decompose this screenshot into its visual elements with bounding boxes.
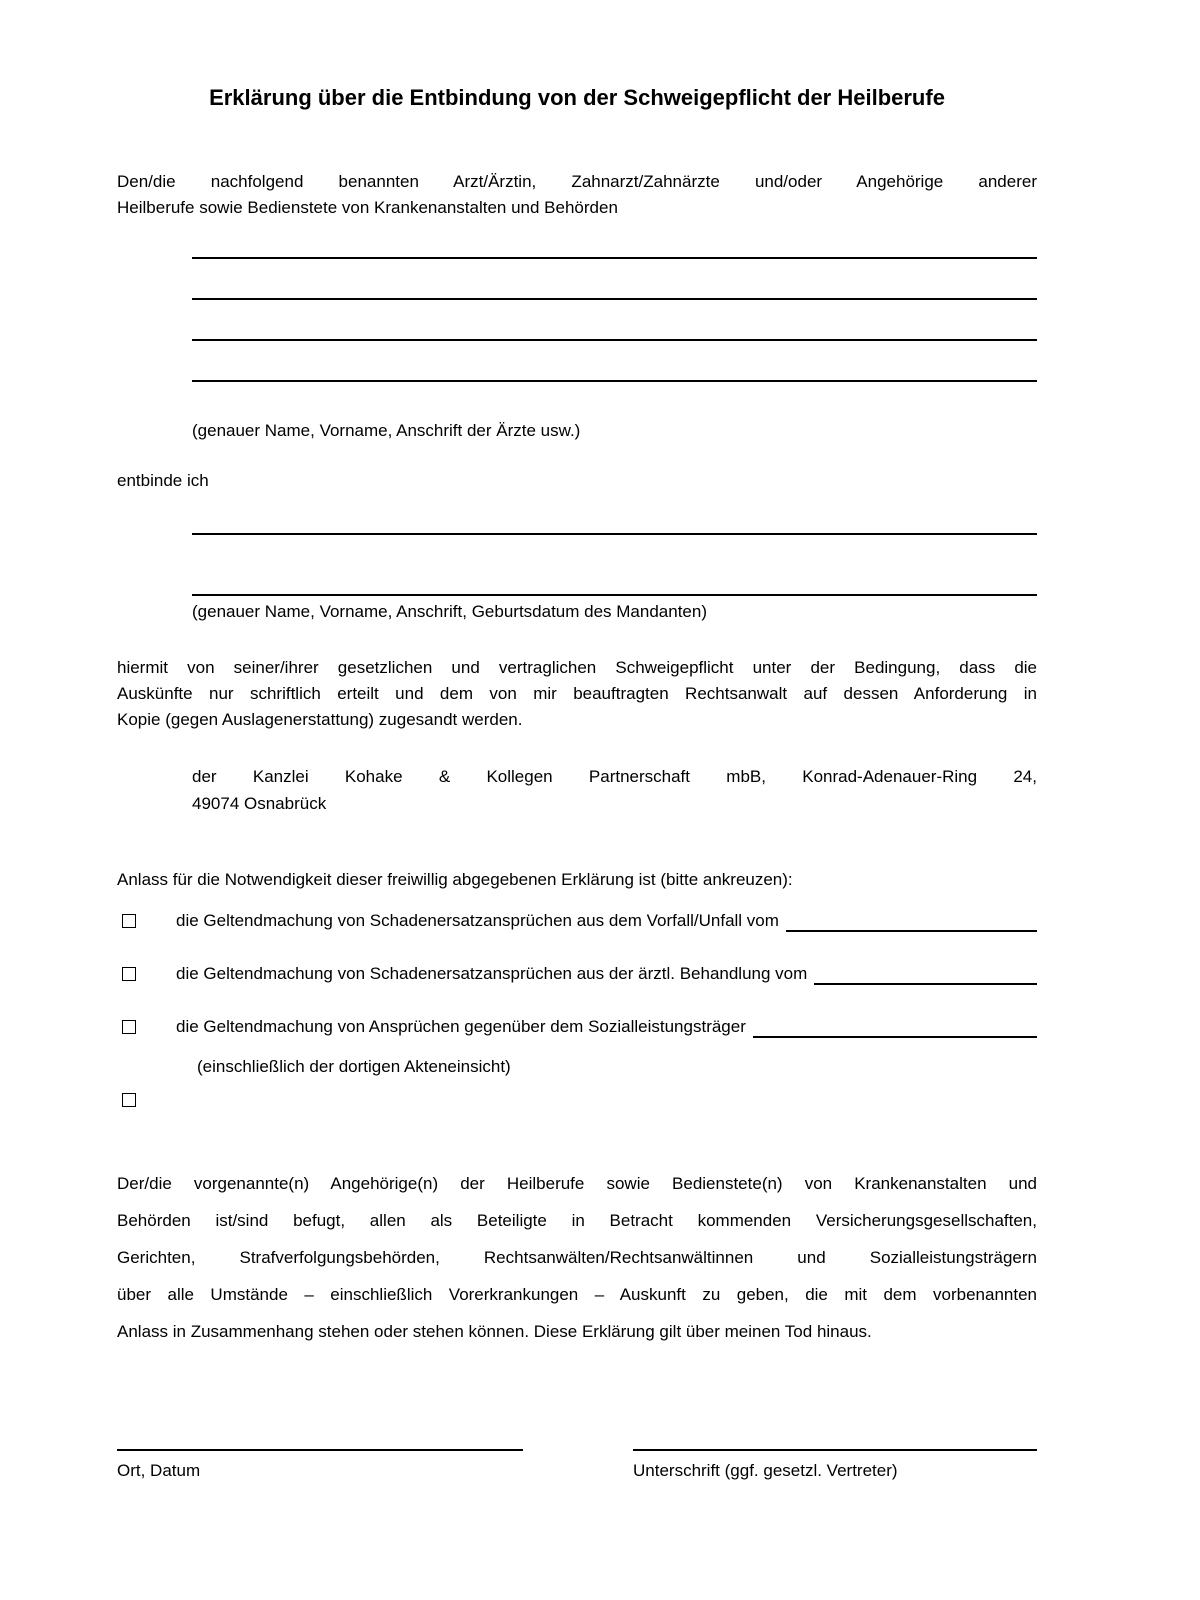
- intro-paragraph: [117, 169, 1037, 221]
- checkbox-row: [117, 910, 1037, 932]
- condition-paragraph: [117, 655, 1037, 733]
- checkbox[interactable]: [122, 914, 136, 928]
- signature-block-date: [117, 1412, 523, 1482]
- text-line: der Kanzlei Kohake & Kollegen Partnerschaft mbB, Konrad-Adenauer-Ring 24,: [192, 767, 1037, 786]
- signature-label-signature: Unterschrift (ggf. gesetzl. Vertreter): [633, 1461, 898, 1480]
- fill-line[interactable]: [192, 535, 1037, 596]
- reason-heading: Anlass für die Notwendigkeit dieser freiwillig abgegebenen Erklärung ist (bitte ankreuzen):: [117, 870, 793, 889]
- text-line: Den/die nachfolgend benannten Arzt/Ärztin, Zahnarzt/Zahnärzte und/oder Angehörige anderer: [117, 172, 1037, 191]
- client-fill-lines: [192, 492, 1037, 596]
- text-line: Kopie (gegen Auslagenerstattung) zugesandt werden.: [117, 710, 523, 729]
- text-line: Gerichten, Strafverfolgungsbehörden, Rechtsanwälten/Rechtsanwältinnen und Sozialleistungsträgern: [117, 1248, 1037, 1267]
- doctor-fill-caption: (genauer Name, Vorname, Anschrift der Ärzte usw.): [192, 421, 581, 440]
- checkbox[interactable]: [122, 1093, 136, 1107]
- checkbox[interactable]: [122, 967, 136, 981]
- law-firm-paragraph: [192, 763, 1037, 817]
- release-lead-text: entbinde ich: [117, 471, 209, 490]
- checkbox[interactable]: [122, 1020, 136, 1034]
- authorization-paragraph: [117, 1165, 1037, 1350]
- fill-line[interactable]: [192, 492, 1037, 535]
- checkbox-row: [117, 963, 1037, 985]
- text-line: Der/die vorgenannte(n) Angehörige(n) der Heilberufe sowie Bedienstete(n) von Krankenanstalten und: [117, 1174, 1037, 1193]
- text-line: Anlass in Zusammenhang stehen oder stehen können. Diese Erklärung gilt über meinen Tod hinaus.: [117, 1322, 872, 1341]
- client-fill-caption: (genauer Name, Vorname, Anschrift, Geburtsdatum des Mandanten): [192, 602, 707, 621]
- text-line: hiermit von seiner/ihrer gesetzlichen und vertraglichen Schweigepflicht unter der Bedingung, dass die: [117, 658, 1037, 677]
- text-line: Heilberufe sowie Bedienstete von Krankenanstalten und Behörden: [117, 198, 618, 217]
- text-line: Auskünfte nur schriftlich erteilt und dem von mir beauftragten Rechtsanwalt auf dessen Anforderung in: [117, 684, 1037, 703]
- fill-line[interactable]: [192, 341, 1037, 382]
- checkbox-row: [117, 1093, 1037, 1107]
- text-line: 49074 Osnabrück: [192, 794, 327, 813]
- fill-in-blank[interactable]: [786, 910, 1037, 932]
- signature-line-date[interactable]: [117, 1412, 523, 1451]
- signature-section: [117, 1412, 1037, 1482]
- fill-in-blank[interactable]: [814, 963, 1037, 985]
- fill-line[interactable]: [192, 221, 1037, 259]
- checkbox-label: die Geltendmachung von Ansprüchen gegenüber dem Sozialleistungsträger: [176, 1017, 746, 1036]
- signature-block-signature: [633, 1412, 1037, 1482]
- fill-in-blank[interactable]: [753, 1016, 1037, 1038]
- checkbox-label: die Geltendmachung von Schadenersatzansprüchen aus der ärztl. Behandlung vom: [176, 964, 808, 983]
- document-title: Erklärung über die Entbindung von der Schweigepflicht der Heilberufe: [209, 85, 945, 110]
- signature-label-date: Ort, Datum: [117, 1461, 201, 1480]
- text-line: Behörden ist/sind befugt, allen als Beteiligte in Betracht kommenden Versicherungsgesellschaften,: [117, 1211, 1037, 1230]
- fill-line[interactable]: [192, 300, 1037, 341]
- fill-line[interactable]: [192, 259, 1037, 300]
- checkbox-label: die Geltendmachung von Schadenersatzansprüchen aus dem Vorfall/Unfall vom: [176, 911, 779, 930]
- text-line: über alle Umstände – einschließlich Vorerkrankungen – Auskunft zu geben, die mit dem vorbenannten: [117, 1285, 1037, 1304]
- checkbox-row: [117, 1016, 1037, 1038]
- signature-line-signature[interactable]: [633, 1412, 1037, 1451]
- checkbox-note: (einschließlich der dortigen Akteneinsicht): [197, 1057, 511, 1076]
- doctor-fill-lines: [192, 221, 1037, 382]
